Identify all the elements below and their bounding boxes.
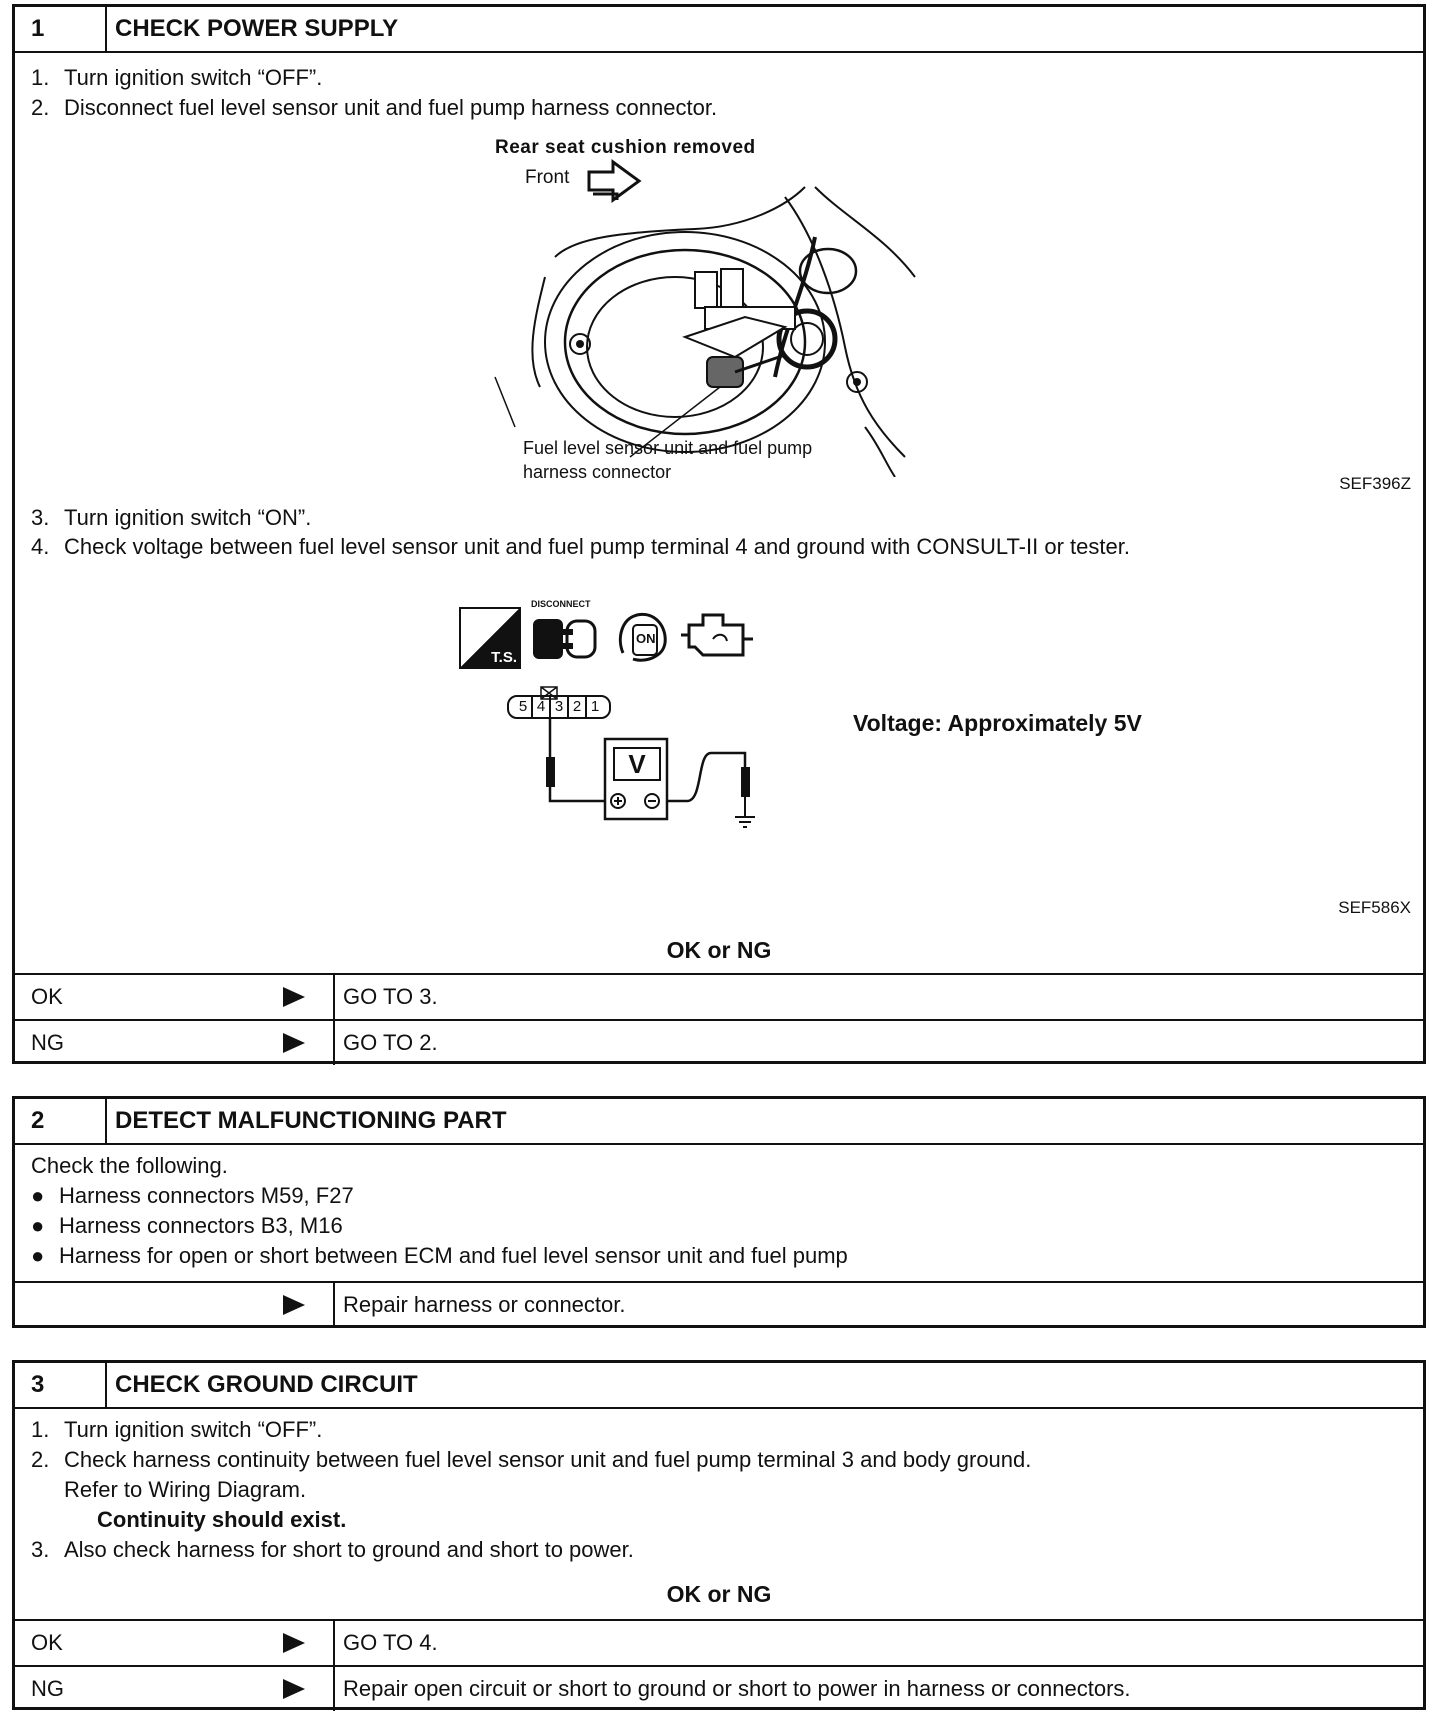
arrow-right-icon bbox=[283, 1679, 305, 1699]
result-row-ok bbox=[15, 1619, 1423, 1665]
step-item-number: 1. bbox=[31, 65, 50, 90]
step-item-text: Check harness continuity between fuel level sensor unit and fuel pump terminal 3 and body ground. bbox=[64, 1447, 1032, 1472]
step-item bbox=[31, 1417, 322, 1443]
step-item-number: 3. bbox=[31, 505, 50, 530]
terminal-1: 1 bbox=[590, 698, 600, 715]
result-action: GO TO 2. bbox=[333, 1021, 1423, 1065]
step-title: CHECK POWER SUPPLY bbox=[115, 15, 399, 42]
result-text: OK bbox=[31, 984, 63, 1009]
result-text: NG bbox=[31, 1030, 64, 1055]
step-item-text: Turn ignition switch “OFF”. bbox=[64, 1417, 323, 1442]
front-label: Front bbox=[525, 167, 570, 188]
step-body bbox=[15, 1145, 1423, 1281]
result-label bbox=[15, 975, 333, 1019]
step-item bbox=[31, 505, 311, 531]
step-reference: Refer to Wiring Diagram. bbox=[64, 1477, 307, 1502]
figure-caption: Rear seat cushion removed bbox=[495, 137, 756, 158]
ignition-key-label: ON bbox=[636, 631, 656, 646]
step-item-number: 2. bbox=[31, 95, 50, 120]
step-item-text: Check voltage between fuel level sensor unit and fuel pump terminal 4 and ground with CONSULT-II or tester. bbox=[64, 534, 1130, 559]
result-row-ng bbox=[15, 1665, 1423, 1711]
bullet-item bbox=[31, 1183, 354, 1209]
step-spec: Continuity should exist. bbox=[97, 1507, 347, 1532]
terminal-3: 3 bbox=[551, 697, 569, 717]
result-action: Repair open circuit or short to ground or short to power in harness or connectors. bbox=[333, 1667, 1423, 1711]
figure-code: SEF586X bbox=[1338, 898, 1411, 917]
intro-text: Check the following. bbox=[31, 1153, 228, 1178]
terminal-2: 2 bbox=[569, 697, 587, 717]
step-title: CHECK GROUND CIRCUIT bbox=[115, 1371, 418, 1398]
figure-voltage-check bbox=[455, 599, 815, 839]
step-item-text: Turn ignition switch “OFF”. bbox=[64, 65, 323, 90]
step-number: 2 bbox=[15, 1099, 107, 1143]
step-header bbox=[15, 1363, 1423, 1409]
figure-code: SEF396Z bbox=[1339, 474, 1411, 493]
step-number: 3 bbox=[15, 1363, 107, 1407]
tech-service-label: T.S. bbox=[491, 649, 517, 666]
result-text: NG bbox=[31, 1676, 64, 1701]
step-item bbox=[31, 1537, 634, 1563]
step-header bbox=[15, 1099, 1423, 1145]
result-action: GO TO 3. bbox=[333, 975, 1423, 1019]
result-action: Repair harness or connector. bbox=[333, 1283, 1423, 1327]
ok-or-ng-label: OK or NG bbox=[666, 1581, 772, 1607]
step-item-number: 1. bbox=[31, 1417, 50, 1442]
result-row-ng bbox=[15, 1019, 1423, 1065]
bullet-text: Harness for open or short between ECM and fuel level sensor unit and fuel pump bbox=[59, 1243, 848, 1268]
result-label bbox=[15, 1021, 333, 1065]
step-body bbox=[15, 1409, 1423, 1619]
figure-fuel-pump-connector bbox=[485, 137, 965, 527]
bullet-text: Harness connectors B3, M16 bbox=[59, 1213, 343, 1238]
step-number: 1 bbox=[15, 7, 107, 51]
step-item-number: 4. bbox=[31, 534, 50, 559]
step-item-text: Also check harness for short to ground and short to power. bbox=[64, 1537, 634, 1562]
bullet-item bbox=[31, 1213, 343, 1239]
figure-callout-line-1: Fuel level sensor unit and fuel pump bbox=[523, 438, 813, 458]
result-action: GO TO 4. bbox=[333, 1621, 1423, 1665]
step-item bbox=[31, 1447, 1031, 1473]
step-item bbox=[31, 65, 322, 91]
terminal-4: 4 bbox=[533, 697, 551, 717]
step-body bbox=[15, 53, 1423, 973]
arrow-right-icon bbox=[283, 987, 305, 1007]
result-row bbox=[15, 1281, 1423, 1327]
arrow-right-icon bbox=[283, 1633, 305, 1653]
step-item bbox=[31, 534, 1130, 560]
step-box-2 bbox=[12, 1096, 1426, 1328]
result-text: OK bbox=[31, 1630, 63, 1655]
bullet-dot-icon: ● bbox=[31, 1183, 45, 1208]
bullet-text: Harness connectors M59, F27 bbox=[59, 1183, 354, 1208]
fuel-pump-illustration-icon bbox=[485, 177, 965, 477]
step-header bbox=[15, 7, 1423, 53]
result-label bbox=[15, 1283, 333, 1327]
step-title: DETECT MALFUNCTIONING PART bbox=[115, 1107, 507, 1134]
step-item-text: Disconnect fuel level sensor unit and fuel pump harness connector. bbox=[64, 95, 718, 120]
figure-callout-line-2: harness connector bbox=[523, 462, 672, 482]
step-box-3 bbox=[12, 1360, 1426, 1710]
terminal-5: 5 bbox=[515, 697, 533, 717]
result-row-ok bbox=[15, 973, 1423, 1019]
step-item-number: 2. bbox=[31, 1447, 50, 1472]
engine-icon bbox=[679, 605, 755, 667]
voltmeter-label: V bbox=[613, 747, 661, 781]
result-label bbox=[15, 1667, 333, 1711]
step-box-1 bbox=[12, 4, 1426, 1064]
result-label bbox=[15, 1621, 333, 1665]
step-item bbox=[31, 95, 717, 121]
step-item-text: Turn ignition switch “ON”. bbox=[64, 505, 312, 530]
tech-service-icon bbox=[459, 607, 521, 669]
bullet-dot-icon: ● bbox=[31, 1213, 45, 1238]
bullet-item bbox=[31, 1243, 848, 1269]
bullet-dot-icon: ● bbox=[31, 1243, 45, 1268]
disconnect-icon bbox=[529, 611, 603, 667]
ok-or-ng-label: OK or NG bbox=[666, 937, 772, 963]
disconnect-label: DISCONNECT bbox=[531, 599, 591, 609]
step-item-number: 3. bbox=[31, 1537, 50, 1562]
ignition-key-icon bbox=[615, 609, 671, 665]
arrow-right-icon bbox=[283, 1295, 305, 1315]
voltage-spec: Voltage: Approximately 5V bbox=[853, 710, 1142, 736]
arrow-right-icon bbox=[283, 1033, 305, 1053]
